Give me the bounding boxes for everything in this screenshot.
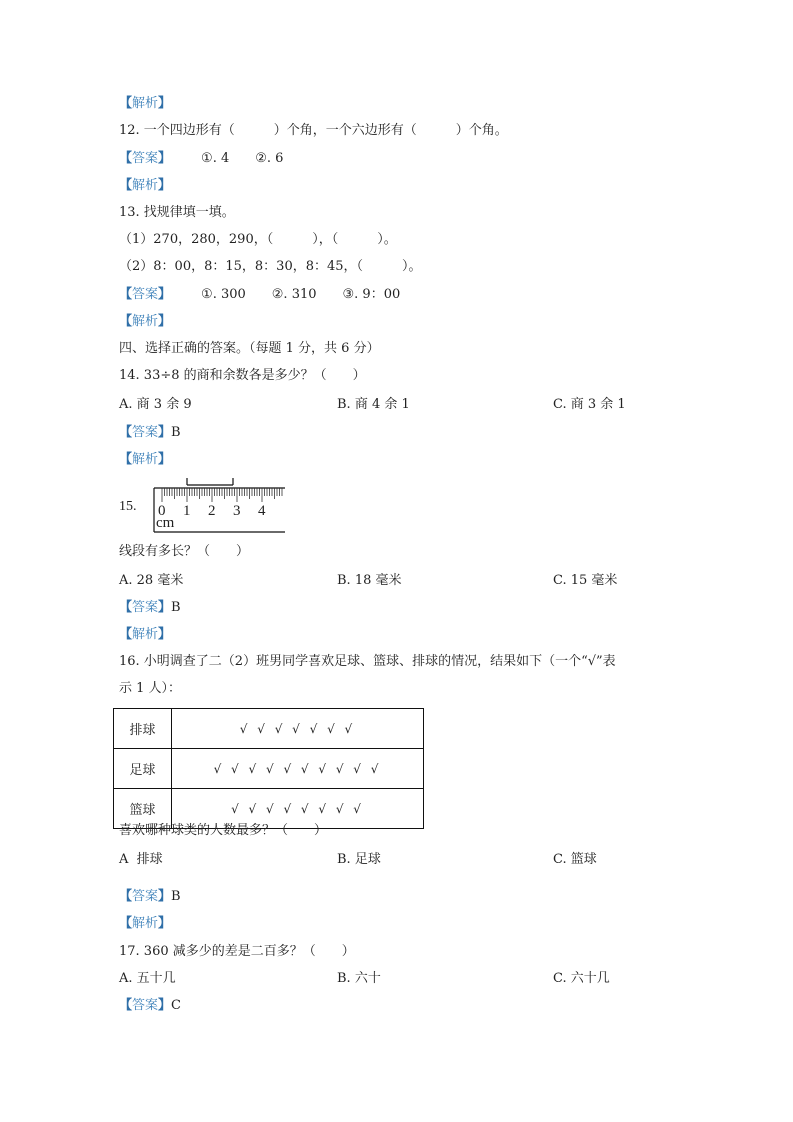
- q14-option-a: A. 商 3 余 9: [119, 397, 192, 412]
- q15-stem: 线段有多长？（ ）: [119, 544, 250, 559]
- ruler-figure: [152, 476, 287, 534]
- q17-stem: 17. 360 减多少的差是二百多？（ ）: [119, 944, 355, 959]
- q14-answer: 【答案】B: [119, 425, 181, 440]
- ruler-unit: cm: [156, 515, 175, 531]
- sport-label: 篮球: [114, 789, 172, 829]
- q16-stem-line1: 16. 小明调查了二（2）班男同学喜欢足球、篮球、排球的情况，结果如下（一个“√”表: [119, 654, 616, 669]
- section-title: 四、选择正确的答案。（每题 1 分，共 6 分）: [119, 341, 380, 356]
- q17-option-c: C. 六十几: [553, 971, 610, 986]
- table-row: [114, 709, 424, 749]
- q17-answer: 【答案】C: [119, 998, 181, 1013]
- q16-option-c: C. 篮球: [553, 852, 597, 867]
- ruler-tick-4: 4: [258, 503, 266, 519]
- sport-label: 排球: [114, 709, 172, 749]
- ruler-tick-1: 1: [183, 503, 191, 519]
- q13-answer: 【答案】 ①. 300 ②. 310 ③. 9：00: [119, 287, 401, 302]
- q16-option-b: B. 足球: [337, 852, 381, 867]
- q14-stem: 14. 33÷8 的商和余数各是多少？（ ）: [119, 368, 366, 383]
- q13-stem: 13. 找规律填一填。: [119, 205, 235, 220]
- analysis-label: 【解析】: [119, 178, 172, 193]
- analysis-label: 【解析】: [119, 96, 172, 111]
- q14-option-c: C. 商 3 余 1: [553, 397, 626, 412]
- q16-question: 喜欢哪种球类的人数最多？（ ）: [119, 823, 328, 838]
- table-row: [114, 749, 424, 789]
- q17-option-a: A. 五十几: [119, 971, 176, 986]
- q12-stem: 12. 一个四边形有（ ）个角，一个六边形有（ ）个角。: [119, 123, 508, 138]
- q16-stem-line2: 示 1 人）：: [119, 681, 182, 696]
- q15-answer: 【答案】B: [119, 600, 181, 615]
- tally-checks: √ √ √ √ √ √ √ √: [172, 789, 424, 829]
- ruler-tick-0: 0: [158, 503, 166, 519]
- q14-option-b: B. 商 4 余 1: [337, 397, 410, 412]
- tally-checks: √ √ √ √ √ √ √: [172, 709, 424, 749]
- q15-number: 15.: [119, 499, 137, 514]
- q12-answer: 【答案】 ①. 4 ②. 6: [119, 151, 284, 166]
- sport-label: 足球: [114, 749, 172, 789]
- q15-option-b: B. 18 毫米: [337, 573, 402, 588]
- tally-checks: √ √ √ √ √ √ √ √ √ √: [172, 749, 424, 789]
- analysis-label: 【解析】: [119, 627, 172, 642]
- analysis-label: 【解析】: [119, 314, 172, 329]
- analysis-label: 【解析】: [119, 916, 172, 931]
- q15-option-a: A. 28 毫米: [119, 573, 184, 588]
- q16-option-a: A 排球: [119, 852, 163, 867]
- analysis-label: 【解析】: [119, 452, 172, 467]
- q16-answer: 【答案】B: [119, 889, 181, 904]
- ruler-tick-2: 2: [208, 503, 216, 519]
- ruler-tick-3: 3: [233, 503, 241, 519]
- q13-part2: （2）8：00，8：15，8：30，8：45，（ ）。: [119, 259, 422, 274]
- q15-option-c: C. 15 毫米: [553, 573, 618, 588]
- tally-table: [113, 708, 424, 829]
- q17-option-b: B. 六十: [337, 971, 381, 986]
- q13-part1: （1）270，280，290，（ ），（ ）。: [119, 232, 397, 247]
